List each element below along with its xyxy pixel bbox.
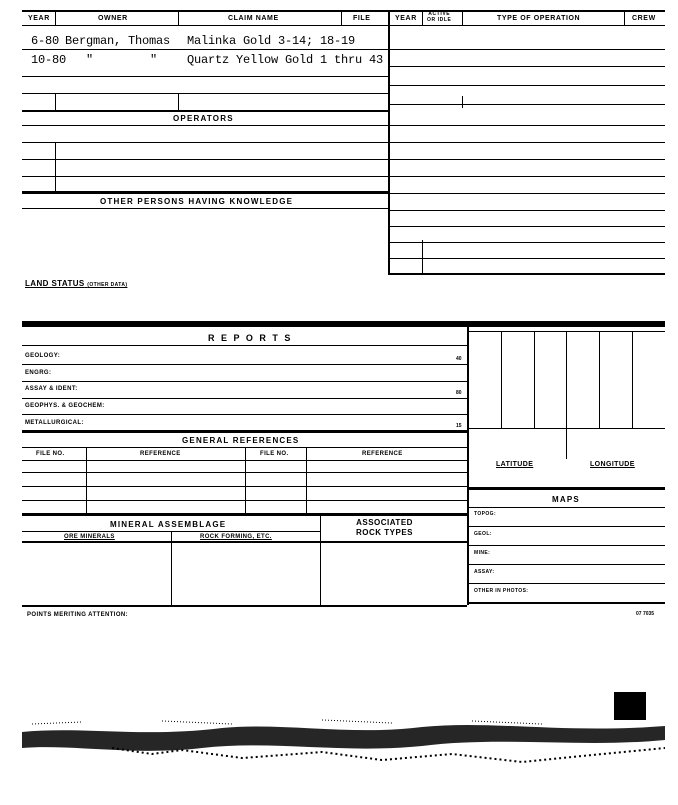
col-divider xyxy=(422,10,423,26)
row-rule xyxy=(22,125,388,126)
maps-rule xyxy=(468,526,665,527)
right-row-rule xyxy=(390,49,665,50)
right-row-rule xyxy=(390,226,665,227)
mineral-bottom xyxy=(22,605,467,607)
grid-line xyxy=(599,331,600,428)
grid-line xyxy=(566,331,567,459)
col-header-claim-name: CLAIM NAME xyxy=(228,15,279,22)
col-divider xyxy=(55,93,56,110)
maps-assay: ASSAY: xyxy=(474,569,495,575)
col-header-active-or-idle: ACTIVE OR IDLE xyxy=(427,11,452,23)
land-status-sub: (OTHER DATA) xyxy=(87,282,128,288)
maps-rule xyxy=(468,583,665,584)
owner-row-1-owner: Bergman, Thomas xyxy=(65,34,171,48)
row-rule xyxy=(22,76,388,77)
row-rule xyxy=(22,110,388,112)
right-row-rule xyxy=(390,85,665,86)
longitude-label: LONGITUDE xyxy=(590,461,635,468)
mineral-col-divider xyxy=(171,531,172,605)
right-row-rule xyxy=(390,176,665,177)
col-header-year-2: YEAR xyxy=(395,15,417,22)
registration-mark xyxy=(614,692,646,720)
owner-row-2-year: 10-80 xyxy=(31,53,67,67)
ref-header-reference-2: REFERENCE xyxy=(362,451,403,457)
col-divider xyxy=(462,10,463,26)
mineral-rock-divider xyxy=(320,513,321,605)
col-divider xyxy=(55,10,56,26)
right-row-rule xyxy=(390,193,665,194)
ref-header-file-no-2: FILE NO. xyxy=(260,451,289,457)
land-status-label: LAND STATUS xyxy=(25,279,85,288)
reports-rule xyxy=(22,398,467,399)
col-divider xyxy=(624,10,625,26)
report-assay-num: 80 xyxy=(456,390,462,396)
maps-bottom xyxy=(468,602,665,604)
ref-col-divider xyxy=(245,447,246,513)
right-row-rule xyxy=(390,159,665,160)
maps-top xyxy=(468,487,665,490)
grid-line xyxy=(534,331,535,428)
ref-col-divider xyxy=(306,447,307,513)
maps-rule xyxy=(468,564,665,565)
col-divider xyxy=(178,10,179,26)
section-maps: MAPS xyxy=(552,495,580,504)
top-border xyxy=(22,10,665,12)
right-row-rule xyxy=(390,125,665,126)
row-rule xyxy=(22,93,388,94)
right-row-rule xyxy=(390,242,665,243)
section-associated-rock-types: ASSOCIATED ROCK TYPES xyxy=(356,518,414,537)
right-block-bottom xyxy=(388,273,665,275)
report-geology-num: 40 xyxy=(456,356,462,362)
report-assay-label: ASSAY & IDENT: xyxy=(25,386,78,392)
row-rule xyxy=(22,208,388,209)
maps-topog: TOPOG: xyxy=(474,511,497,517)
row-rule xyxy=(22,49,388,50)
ref-col-divider xyxy=(86,447,87,513)
grid-line xyxy=(501,331,502,428)
report-geophys-label: GEOPHYS. & GEOCHEM: xyxy=(25,403,105,409)
right-row-rule xyxy=(390,104,665,105)
col-header-crew: CREW xyxy=(632,15,656,22)
mineral-col-ore: ORE MINERALS xyxy=(64,534,115,540)
right-row-rule xyxy=(390,66,665,67)
col-header-type-of-operation: TYPE OF OPERATION xyxy=(497,15,581,22)
section-operators: OPERATORS xyxy=(173,114,234,123)
thick-divider xyxy=(22,321,665,327)
report-metallurgical-num: 15 xyxy=(456,423,462,429)
report-metallurgical-label: METALLURGICAL: xyxy=(25,420,84,426)
col-divider xyxy=(178,93,179,110)
section-general-references: GENERAL REFERENCES xyxy=(182,436,300,445)
col-header-year: YEAR xyxy=(28,15,50,22)
maps-geol: GEOL: xyxy=(474,531,492,537)
right-row-rule xyxy=(390,142,665,143)
section-reports: R E P O R T S xyxy=(208,333,293,343)
section-land-status xyxy=(25,279,127,288)
section-other-persons: OTHER PERSONS HAVING KNOWLEDGE xyxy=(100,197,294,206)
row-rule xyxy=(22,159,388,160)
section-mineral-assemblage: MINERAL ASSEMBLAGE xyxy=(110,520,227,529)
col-header-owner: OWNER xyxy=(98,15,128,22)
form-number: 07 7035 xyxy=(636,611,655,617)
owner-row-2-ditto: " xyxy=(150,53,158,67)
col-divider xyxy=(341,10,342,26)
maps-rule xyxy=(468,545,665,546)
col-divider xyxy=(422,240,423,273)
owner-row-1-year: 6-80 xyxy=(31,34,60,48)
row-rule xyxy=(22,142,388,143)
report-engrg-label: ENGRG: xyxy=(25,370,52,376)
maps-other-photos: OTHER IN PHOTOS: xyxy=(474,588,529,594)
reports-rule xyxy=(22,430,467,433)
col-header-file: FILE xyxy=(353,15,371,22)
maps-mine: MINE: xyxy=(474,550,491,556)
grid-line xyxy=(632,331,633,428)
owner-row-1-claim: Malinka Gold 3-14; 18-19 xyxy=(187,34,356,48)
row-rule xyxy=(22,176,388,177)
col-divider xyxy=(55,142,56,191)
mineral-rule xyxy=(22,541,467,543)
owner-row-2-claim: Quartz Yellow Gold 1 thru 43 xyxy=(187,53,384,67)
scan-torn-edge xyxy=(22,718,665,768)
maps-rule xyxy=(468,507,665,508)
owner-row-2-owner: " xyxy=(86,53,94,67)
reports-rule xyxy=(22,381,467,382)
header-bottom-rule xyxy=(22,25,665,26)
references-bottom xyxy=(22,513,467,516)
latitude-label: LATITUDE xyxy=(496,461,534,468)
row-rule xyxy=(22,191,388,194)
mineral-col-rock: ROCK FORMING, ETC. xyxy=(200,534,272,540)
right-row-rule xyxy=(390,210,665,211)
ref-header-file-no-1: FILE NO. xyxy=(36,451,65,457)
reports-rule xyxy=(22,364,467,365)
reports-rule xyxy=(22,345,467,346)
report-geology-label: GEOLOGY: xyxy=(25,353,61,359)
section-points-meriting-attention: POINTS MERITING ATTENTION: xyxy=(27,612,129,618)
reports-rule xyxy=(22,414,467,415)
col-divider xyxy=(462,96,463,108)
ref-header-reference-1: REFERENCE xyxy=(140,451,181,457)
right-row-rule xyxy=(390,258,665,259)
